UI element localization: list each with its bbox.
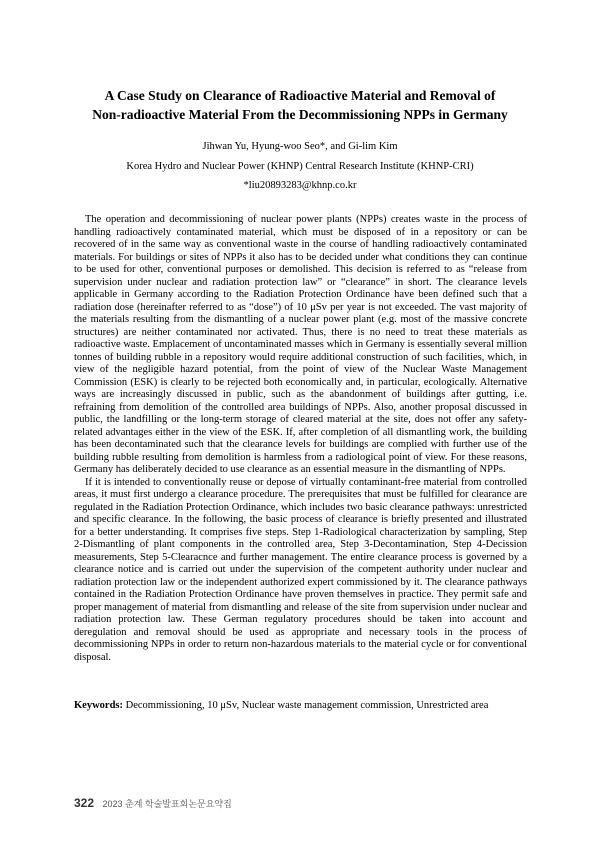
affiliation: Korea Hydro and Nuclear Power (KHNP) Central Research Institute (KHNP-CRI) xyxy=(126,161,474,172)
keywords-line xyxy=(74,699,527,712)
author-list: Jihwan Yu, Hyung-woo Seo*, and Gi-lim Kim xyxy=(202,141,398,152)
page-number: 322 xyxy=(74,796,95,810)
abstract-body xyxy=(74,214,527,664)
title-line-2: Non-radioactive Material From the Decommissioning NPPs in Germany xyxy=(92,107,508,122)
paper-title xyxy=(60,86,540,124)
conference-name: 2023 춘계 학술발표회논문요약집 xyxy=(102,799,232,809)
keywords-text: Decommissioning, 10 μSv, Nuclear waste management commission, Unrestricted area xyxy=(125,700,489,711)
title-line-1: A Case Study on Clearance of Radioactive Material and Removal of xyxy=(104,88,496,103)
page-footer xyxy=(74,794,232,812)
keywords-label: Keywords: xyxy=(74,700,123,711)
abstract-paragraph-2: If it is intended to conventionally reuse or depose of virtually contaminant-free material from controlled areas, it must first undergo a clearance procedure. The prerequisites that must be fulfilled for clearance are regulated in the Radiation Protection Ordinance, which includes two basic clearance pathways: unrestricted and specific clearance. In the following, the basic process of clearance is briefly presented and illustrated for a better understanding. It comprises five steps. Step 1-Radiological characterization by sampling, Step 2-Dismantling of plant components in the controlled area, Step 3-Decontamination, Step 4-Decission measurements, Step 5-Clearacnce and further management. The entire clearance process is governed by a clearance notice and is carried out under the supervision of the competent authority under nuclear and radiation protection law or the independent authorized expert commissioned by it. The clearance pathways contained in the Radiation Protection Ordinance have proven themselves in practice. They permit safe and proper management of material from dismantling and release of the site from supervision under nuclear and radiation protection law. These German regulatory procedures should be taken into account and deregulation and removal should be used as appropriate and necessary tools in the process of decommissioning NPPs in order to return non-hazardous materials to the material cycle or for conventional disposal. xyxy=(74,476,527,663)
abstract-paragraph-1: The operation and decommissioning of nuclear power plants (NPPs) creates waste in the process of handling radioactively contaminated material, which must be disposed of in a repository or can be recovered of in the same way as conventional waste in the course of handling radioactively contaminated materials. For buildings or sites of NPPs it also has to be decided under what conditions they can continue to be used for other, conventional purposes or demolished. This decision is referred to as “release from supervision under nuclear and radiation protection law” or “clearance” in short. The clearance levels applicable in Germany according to the Radiation Protection Ordinance have been defined such that a radiation dose (hereinafter referred to as “dose”) of 10 μSv per year is not exceeded. The vast majority of the materials resulting from the dismantling of a nuclear power plant (e.g. most of the massive concrete structures) are neither contaminated nor activated. Thus, there is no need to treat these materials as radioactive waste. Emplacement of uncontaminated masses which in Germany is essentially several million tonnes of building rubble in a repository would require additional construction of such facilities, which, in view of the negligible hazard potential, from the point of view of the Nuclear Waste Management Commission (ESK) is clearly to be rejected both economically and, in particular, ecologically. Alternative ways are increasingly discussed in public, such as the abandonment of buildings after gutting, i.e. refraining from demolition of the controlled area buildings of NPPs. Also, another proposal discussed in public, the landfilling or the long-term storage of cleared material at the site, does not offer any safety-related advantages either in the view of the ESK. If, after completion of all dismantling work, the building has been decontaminated such that the clearance levels for buildings are complied with further use of the building rubble resulting from demolition is harmless from a radiological point of view. For these reasons, Germany has deliberately decided to use clearance as an essential measure in the dismantling of NPPs. xyxy=(74,214,527,475)
corresponding-email: *liu20893283@khnp.co.kr xyxy=(243,180,357,191)
